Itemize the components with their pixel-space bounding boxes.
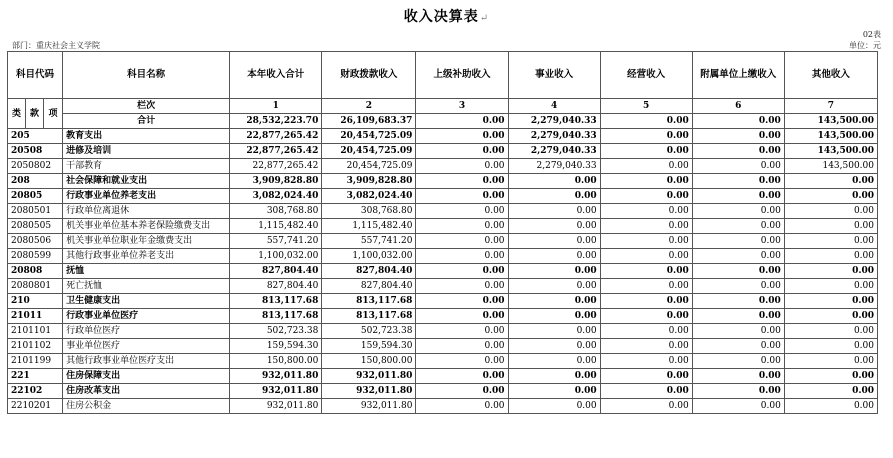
amount-cell: 0.00 xyxy=(784,219,877,234)
amount-cell: 0.00 xyxy=(600,339,692,354)
amount-cell: 0.00 xyxy=(692,219,784,234)
amount-cell: 502,723.38 xyxy=(230,324,322,339)
column-index-3: 3 xyxy=(416,99,508,114)
column-index-row xyxy=(8,99,878,114)
amount-cell: 827,804.40 xyxy=(230,264,322,279)
amount-cell: 0.00 xyxy=(692,249,784,264)
amount-cell: 0.00 xyxy=(508,294,600,309)
amount-cell: 0.00 xyxy=(784,369,877,384)
total-label: 合计 xyxy=(63,114,230,129)
amount-cell: 0.00 xyxy=(600,369,692,384)
amount-cell: 0.00 xyxy=(692,159,784,174)
table-row xyxy=(8,129,878,144)
subject-name-cell: 行政事业单位医疗 xyxy=(63,309,230,324)
subject-code-cell: 2080801 xyxy=(8,279,63,294)
amount-cell: 22,877,265.42 xyxy=(230,159,322,174)
subject-code-cell: 20805 xyxy=(8,189,63,204)
amount-cell: 932,011.80 xyxy=(322,384,416,399)
amount-cell: 0.00 xyxy=(692,309,784,324)
amount-cell: 0.00 xyxy=(508,174,600,189)
amount-cell: 0.00 xyxy=(692,339,784,354)
amount-cell: 0.00 xyxy=(692,354,784,369)
amount-cell: 0.00 xyxy=(784,354,877,369)
amount-cell: 3,909,828.80 xyxy=(322,174,416,189)
amount-cell: 0.00 xyxy=(784,399,877,414)
amount-cell: 932,011.80 xyxy=(230,384,322,399)
amount-cell: 502,723.38 xyxy=(322,324,416,339)
sub-code-xiang: 项 xyxy=(44,99,63,129)
amount-cell: 143,500.00 xyxy=(784,129,877,144)
amount-cell: 0.00 xyxy=(508,189,600,204)
subject-code-cell: 2080501 xyxy=(8,204,63,219)
total-value: 0.00 xyxy=(600,114,692,129)
amount-cell: 0.00 xyxy=(416,219,508,234)
amount-cell: 22,877,265.42 xyxy=(230,144,322,159)
table-row xyxy=(8,144,878,159)
amount-cell: 1,115,482.40 xyxy=(322,219,416,234)
amount-cell: 20,454,725.09 xyxy=(322,159,416,174)
subject-name-cell: 教育支出 xyxy=(63,129,230,144)
amount-cell: 0.00 xyxy=(600,309,692,324)
amount-cell: 0.00 xyxy=(416,309,508,324)
amount-cell: 813,117.68 xyxy=(230,294,322,309)
table-row xyxy=(8,174,878,189)
amount-cell: 0.00 xyxy=(692,204,784,219)
amount-cell: 159,594.30 xyxy=(322,339,416,354)
amount-cell: 0.00 xyxy=(692,144,784,159)
amount-cell: 0.00 xyxy=(600,144,692,159)
amount-cell: 0.00 xyxy=(508,219,600,234)
amount-cell: 0.00 xyxy=(692,294,784,309)
amount-cell: 0.00 xyxy=(416,249,508,264)
amount-cell: 1,115,482.40 xyxy=(230,219,322,234)
amount-cell: 557,741.20 xyxy=(230,234,322,249)
total-value: 2,279,040.33 xyxy=(508,114,600,129)
amount-cell: 308,768.80 xyxy=(322,204,416,219)
total-value: 28,532,223.70 xyxy=(230,114,322,129)
subject-name-cell: 住房公积金 xyxy=(63,399,230,414)
amount-cell: 20,454,725.09 xyxy=(322,129,416,144)
amount-cell: 3,909,828.80 xyxy=(230,174,322,189)
table-row xyxy=(8,354,878,369)
amount-cell: 0.00 xyxy=(784,324,877,339)
amount-cell: 0.00 xyxy=(416,129,508,144)
amount-cell: 150,800.00 xyxy=(230,354,322,369)
amount-cell: 0.00 xyxy=(416,399,508,414)
amount-cell: 0.00 xyxy=(600,204,692,219)
header-subject-code: 科目代码 xyxy=(8,52,63,99)
subject-name-cell: 其他行政事业单位医疗支出 xyxy=(63,354,230,369)
amount-cell: 1,100,032.00 xyxy=(322,249,416,264)
table-row xyxy=(8,309,878,324)
amount-cell: 932,011.80 xyxy=(322,399,416,414)
table-row xyxy=(8,324,878,339)
amount-cell: 0.00 xyxy=(692,324,784,339)
column-index-2: 2 xyxy=(322,99,416,114)
header-subordinate-income: 附属单位上缴收入 xyxy=(692,52,784,99)
subject-code-cell: 2101101 xyxy=(8,324,63,339)
table-row xyxy=(8,159,878,174)
amount-cell: 0.00 xyxy=(600,234,692,249)
amount-cell: 0.00 xyxy=(508,399,600,414)
table-row xyxy=(8,219,878,234)
amount-cell: 0.00 xyxy=(416,174,508,189)
amount-cell: 0.00 xyxy=(784,189,877,204)
amount-cell: 0.00 xyxy=(784,384,877,399)
amount-cell: 813,117.68 xyxy=(322,294,416,309)
amount-cell: 0.00 xyxy=(416,339,508,354)
amount-cell: 0.00 xyxy=(784,339,877,354)
sub-code-lei: 类 xyxy=(8,99,26,129)
amount-cell: 0.00 xyxy=(784,234,877,249)
total-value: 26,109,683.37 xyxy=(322,114,416,129)
table-row xyxy=(8,279,878,294)
amount-cell: 0.00 xyxy=(692,234,784,249)
table-row xyxy=(8,369,878,384)
subject-name-cell: 住房保障支出 xyxy=(63,369,230,384)
subject-code-cell: 20808 xyxy=(8,264,63,279)
amount-cell: 0.00 xyxy=(692,369,784,384)
amount-cell: 3,082,024.40 xyxy=(322,189,416,204)
amount-cell: 22,877,265.42 xyxy=(230,129,322,144)
amount-cell: 0.00 xyxy=(600,399,692,414)
amount-cell: 813,117.68 xyxy=(322,309,416,324)
subject-name-cell: 机关事业单位职业年金缴费支出 xyxy=(63,234,230,249)
amount-cell: 813,117.68 xyxy=(230,309,322,324)
subject-name-cell: 机关事业单位基本养老保险缴费支出 xyxy=(63,219,230,234)
department-label: 部门：重庆社会主义学院 xyxy=(12,41,100,50)
table-row xyxy=(8,384,878,399)
amount-cell: 0.00 xyxy=(692,189,784,204)
amount-cell: 143,500.00 xyxy=(784,159,877,174)
amount-cell: 0.00 xyxy=(600,129,692,144)
amount-cell: 0.00 xyxy=(508,249,600,264)
subject-name-cell: 卫生健康支出 xyxy=(63,294,230,309)
amount-cell: 3,082,024.40 xyxy=(230,189,322,204)
amount-cell: 932,011.80 xyxy=(230,399,322,414)
amount-cell: 0.00 xyxy=(416,159,508,174)
amount-cell: 143,500.00 xyxy=(784,144,877,159)
amount-cell: 0.00 xyxy=(508,279,600,294)
subject-code-cell: 2080599 xyxy=(8,249,63,264)
form-number: 02表 xyxy=(862,30,881,39)
subject-code-cell: 2210201 xyxy=(8,399,63,414)
amount-cell: 0.00 xyxy=(416,294,508,309)
table-row xyxy=(8,249,878,264)
amount-cell: 0.00 xyxy=(508,204,600,219)
amount-cell: 0.00 xyxy=(784,309,877,324)
amount-cell: 0.00 xyxy=(508,234,600,249)
amount-cell: 0.00 xyxy=(784,264,877,279)
subject-code-cell: 2080506 xyxy=(8,234,63,249)
amount-cell: 159,594.30 xyxy=(230,339,322,354)
subject-name-cell: 行政单位医疗 xyxy=(63,324,230,339)
total-value: 0.00 xyxy=(416,114,508,129)
subject-code-cell: 21011 xyxy=(8,309,63,324)
amount-cell: 0.00 xyxy=(416,279,508,294)
header-other-income: 其他收入 xyxy=(784,52,877,99)
column-index-label: 栏次 xyxy=(63,99,230,114)
amount-cell: 557,741.20 xyxy=(322,234,416,249)
header-superior-subsidy: 上级补助收入 xyxy=(416,52,508,99)
amount-cell: 0.00 xyxy=(692,174,784,189)
table-row xyxy=(8,234,878,249)
subject-name-cell: 抚恤 xyxy=(63,264,230,279)
amount-cell: 308,768.80 xyxy=(230,204,322,219)
amount-cell: 0.00 xyxy=(508,264,600,279)
amount-cell: 0.00 xyxy=(416,369,508,384)
header-fiscal-appropriation: 财政拨款收入 xyxy=(322,52,416,99)
amount-cell: 0.00 xyxy=(600,384,692,399)
amount-cell: 0.00 xyxy=(416,384,508,399)
subject-code-cell: 205 xyxy=(8,129,63,144)
amount-cell: 0.00 xyxy=(416,264,508,279)
amount-cell: 0.00 xyxy=(784,204,877,219)
amount-cell: 0.00 xyxy=(508,309,600,324)
amount-cell: 0.00 xyxy=(600,279,692,294)
amount-cell: 0.00 xyxy=(692,399,784,414)
header-subject-name: 科目名称 xyxy=(63,52,230,99)
amount-cell: 2,279,040.33 xyxy=(508,159,600,174)
amount-cell: 0.00 xyxy=(784,294,877,309)
amount-cell: 0.00 xyxy=(600,354,692,369)
amount-cell: 2,279,040.33 xyxy=(508,144,600,159)
subject-name-cell: 行政事业单位养老支出 xyxy=(63,189,230,204)
amount-cell: 0.00 xyxy=(600,249,692,264)
subject-name-cell: 行政单位离退休 xyxy=(63,204,230,219)
amount-cell: 0.00 xyxy=(600,264,692,279)
amount-cell: 0.00 xyxy=(692,279,784,294)
amount-cell: 0.00 xyxy=(416,144,508,159)
amount-cell: 1,100,032.00 xyxy=(230,249,322,264)
column-index-7: 7 xyxy=(784,99,877,114)
header-business-income: 事业收入 xyxy=(508,52,600,99)
subject-name-cell: 其他行政事业单位养老支出 xyxy=(63,249,230,264)
table-row xyxy=(8,264,878,279)
amount-cell: 932,011.80 xyxy=(230,369,322,384)
table-row xyxy=(8,399,878,414)
amount-cell: 0.00 xyxy=(692,384,784,399)
table-row xyxy=(8,204,878,219)
header-total-income: 本年收入合计 xyxy=(230,52,322,99)
amount-cell: 0.00 xyxy=(600,189,692,204)
subject-name-cell: 死亡抚恤 xyxy=(63,279,230,294)
subject-code-cell: 210 xyxy=(8,294,63,309)
amount-cell: 0.00 xyxy=(600,324,692,339)
amount-cell: 827,804.40 xyxy=(322,264,416,279)
amount-cell: 0.00 xyxy=(416,189,508,204)
amount-cell: 150,800.00 xyxy=(322,354,416,369)
column-index-5: 5 xyxy=(600,99,692,114)
amount-cell: 827,804.40 xyxy=(322,279,416,294)
column-index-4: 4 xyxy=(508,99,600,114)
amount-cell: 0.00 xyxy=(416,234,508,249)
subject-code-cell: 208 xyxy=(8,174,63,189)
sub-code-kuan: 款 xyxy=(26,99,44,129)
table-row xyxy=(8,294,878,309)
subject-name-cell: 进修及培训 xyxy=(63,144,230,159)
report-title: 收入决算表↵ xyxy=(403,9,490,25)
amount-cell: 0.00 xyxy=(784,279,877,294)
subject-name-cell: 干部教育 xyxy=(63,159,230,174)
column-index-6: 6 xyxy=(692,99,784,114)
income-final-accounts-table xyxy=(7,51,878,414)
amount-cell: 0.00 xyxy=(600,159,692,174)
subject-code-cell: 2050802 xyxy=(8,159,63,174)
unit-label: 单位：元 xyxy=(849,41,881,50)
amount-cell: 0.00 xyxy=(508,324,600,339)
column-index-1: 1 xyxy=(230,99,322,114)
subject-code-cell: 2080505 xyxy=(8,219,63,234)
subject-code-cell: 2101102 xyxy=(8,339,63,354)
paragraph-mark-icon: ↵ xyxy=(479,13,490,24)
amount-cell: 0.00 xyxy=(508,369,600,384)
amount-cell: 827,804.40 xyxy=(230,279,322,294)
subject-name-cell: 住房改革支出 xyxy=(63,384,230,399)
amount-cell: 0.00 xyxy=(784,249,877,264)
amount-cell: 0.00 xyxy=(692,129,784,144)
amount-cell: 0.00 xyxy=(416,354,508,369)
total-value: 143,500.00 xyxy=(784,114,877,129)
subject-code-cell: 221 xyxy=(8,369,63,384)
amount-cell: 0.00 xyxy=(784,174,877,189)
amount-cell: 0.00 xyxy=(600,219,692,234)
amount-cell: 0.00 xyxy=(416,204,508,219)
subject-code-cell: 20508 xyxy=(8,144,63,159)
amount-cell: 0.00 xyxy=(508,354,600,369)
amount-cell: 2,279,040.33 xyxy=(508,129,600,144)
total-row xyxy=(8,114,878,129)
amount-cell: 0.00 xyxy=(600,294,692,309)
amount-cell: 0.00 xyxy=(600,174,692,189)
subject-name-cell: 事业单位医疗 xyxy=(63,339,230,354)
table-row xyxy=(8,339,878,354)
total-value: 0.00 xyxy=(692,114,784,129)
amount-cell: 0.00 xyxy=(508,384,600,399)
header-operating-income: 经营收入 xyxy=(600,52,692,99)
amount-cell: 20,454,725.09 xyxy=(322,144,416,159)
amount-cell: 0.00 xyxy=(508,339,600,354)
subject-code-cell: 2101199 xyxy=(8,354,63,369)
amount-cell: 932,011.80 xyxy=(322,369,416,384)
table-row xyxy=(8,189,878,204)
amount-cell: 0.00 xyxy=(416,324,508,339)
subject-name-cell: 社会保障和就业支出 xyxy=(63,174,230,189)
subject-code-cell: 22102 xyxy=(8,384,63,399)
amount-cell: 0.00 xyxy=(692,264,784,279)
